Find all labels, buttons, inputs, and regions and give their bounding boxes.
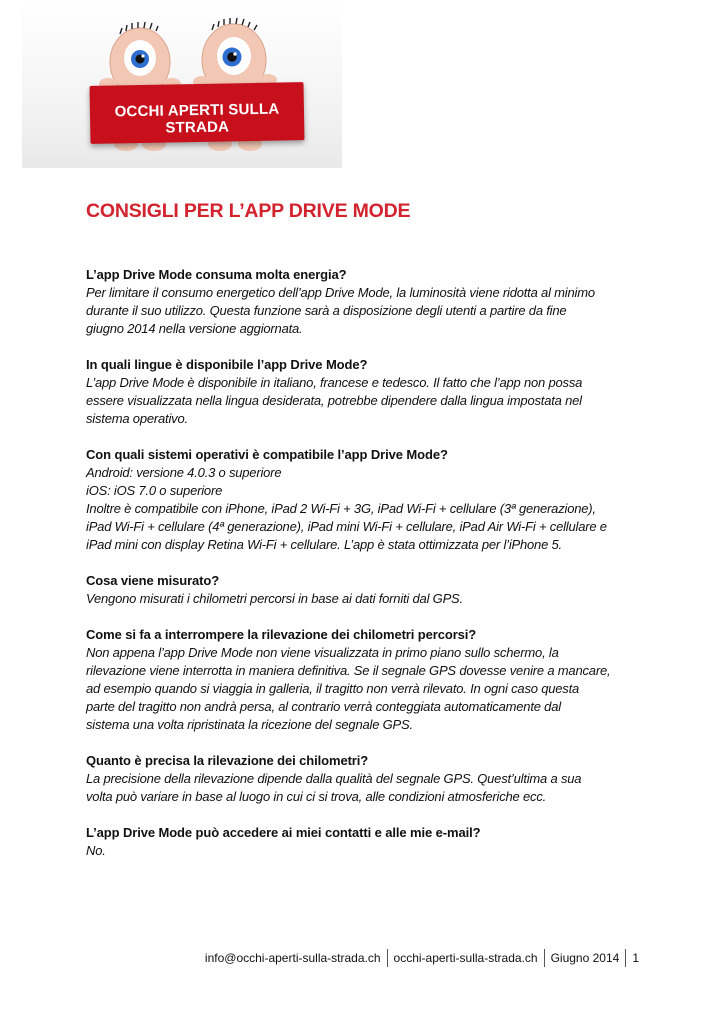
faq-question: Cosa viene misurato? bbox=[86, 573, 220, 588]
faq-answer-line: Vengono misurati i chilometri percorsi in base ai dati forniti dal GPS. bbox=[86, 591, 463, 606]
faq-item bbox=[86, 446, 646, 554]
faq-answer-line: sistema una volta ripristinata la ricezione del segnale GPS. bbox=[86, 717, 413, 732]
page-title: CONSIGLI PER L’APP DRIVE MODE bbox=[86, 200, 411, 222]
faq-answer-line: iOS: iOS 7.0 o superiore bbox=[86, 483, 223, 498]
faq-question: Con quali sistemi operativi è compatibile l’app Drive Mode? bbox=[86, 447, 448, 462]
logo-banner bbox=[90, 82, 305, 144]
faq-answer-line: ad esempio quando si viaggia in galleria, il tragitto non verrà rilevato. In ogni caso questa bbox=[86, 681, 580, 696]
footer-separator bbox=[544, 949, 545, 967]
footer-page-number: 1 bbox=[632, 951, 639, 965]
faq-answer-line: essere visualizzata nella lingua desiderata, potrebbe dipendere dalla lingua impostata nel bbox=[86, 393, 582, 408]
faq-list bbox=[86, 266, 646, 878]
faq-answer-line: iPad Wi-Fi + cellulare (4ª generazione), iPad mini Wi-Fi + cellulare, iPad Air Wi-Fi + cellulare e bbox=[86, 519, 607, 534]
footer-website[interactable]: occhi-aperti-sulla-strada.ch bbox=[393, 951, 538, 965]
faq-answer-line: La precisione della rilevazione dipende dalla qualità del segnale GPS. Quest’ultima a sua bbox=[86, 771, 582, 786]
faq-answer-line: Per limitare il consumo energetico dell’app Drive Mode, la luminosità viene ridotta al minimo bbox=[86, 285, 595, 300]
faq-question: L’app Drive Mode può accedere ai miei contatti e alle mie e-mail? bbox=[86, 825, 481, 840]
faq-item bbox=[86, 626, 646, 734]
footer-date: Giugno 2014 bbox=[550, 951, 620, 965]
faq-item bbox=[86, 752, 646, 806]
footer-email[interactable]: info@occhi-aperti-sulla-strada.ch bbox=[204, 951, 381, 965]
faq-item bbox=[86, 266, 646, 338]
page-footer bbox=[205, 949, 639, 967]
logo bbox=[22, 0, 342, 168]
faq-question: In quali lingue è disponibile l’app Drive Mode? bbox=[86, 357, 368, 372]
faq-answer-line: L’app Drive Mode è disponibile in italiano, francese e tedesco. Il fatto che l’app non possa bbox=[86, 375, 583, 390]
faq-item bbox=[86, 824, 646, 860]
faq-answer-line: No. bbox=[86, 843, 106, 858]
faq-item bbox=[86, 572, 646, 608]
faq-question: Come si fa a interrompere la rilevazione dei chilometri percorsi? bbox=[86, 627, 477, 642]
footer-separator bbox=[387, 949, 388, 967]
faq-answer-line: Non appena l’app Drive Mode non viene visualizzata in primo piano sullo schermo, la bbox=[86, 645, 559, 660]
faq-answer-line: Android: versione 4.0.3 o superiore bbox=[86, 465, 282, 480]
faq-answer-line: Inoltre è compatibile con iPhone, iPad 2 Wi-Fi + 3G, iPad Wi-Fi + cellulare (3ª generazione), bbox=[86, 501, 596, 516]
faq-answer-line: durante il suo utilizzo. Questa funzione sarà a disposizione degli utenti a partire da fine bbox=[86, 303, 567, 318]
faq-answer-line: parte del tragitto non andrà persa, al contrario verrà conteggiata automaticamente dal bbox=[86, 699, 561, 714]
faq-answer-line: rilevazione viene interrotta in maniera definitiva. Se il segnale GPS dovesse venire a mancare, bbox=[86, 663, 611, 678]
faq-answer-line: volta può variare in base al luogo in cui ci si trova, alle condizioni atmosferiche ecc. bbox=[86, 789, 547, 804]
footer-separator bbox=[625, 949, 626, 967]
faq-question: Quanto è precisa la rilevazione dei chilometri? bbox=[86, 753, 369, 768]
faq-answer-line: giugno 2014 nella versione aggiornata. bbox=[86, 321, 303, 336]
faq-item bbox=[86, 356, 646, 428]
faq-question: L’app Drive Mode consuma molta energia? bbox=[86, 267, 347, 282]
faq-answer-line: sistema operativo. bbox=[86, 411, 188, 426]
faq-answer-line: iPad mini con display Retina Wi-Fi + cellulare. L’app è stata ottimizzata per l’iPhone 5. bbox=[86, 537, 562, 552]
logo-banner-text: OCCHI APERTI SULLA STRADA bbox=[114, 100, 280, 137]
